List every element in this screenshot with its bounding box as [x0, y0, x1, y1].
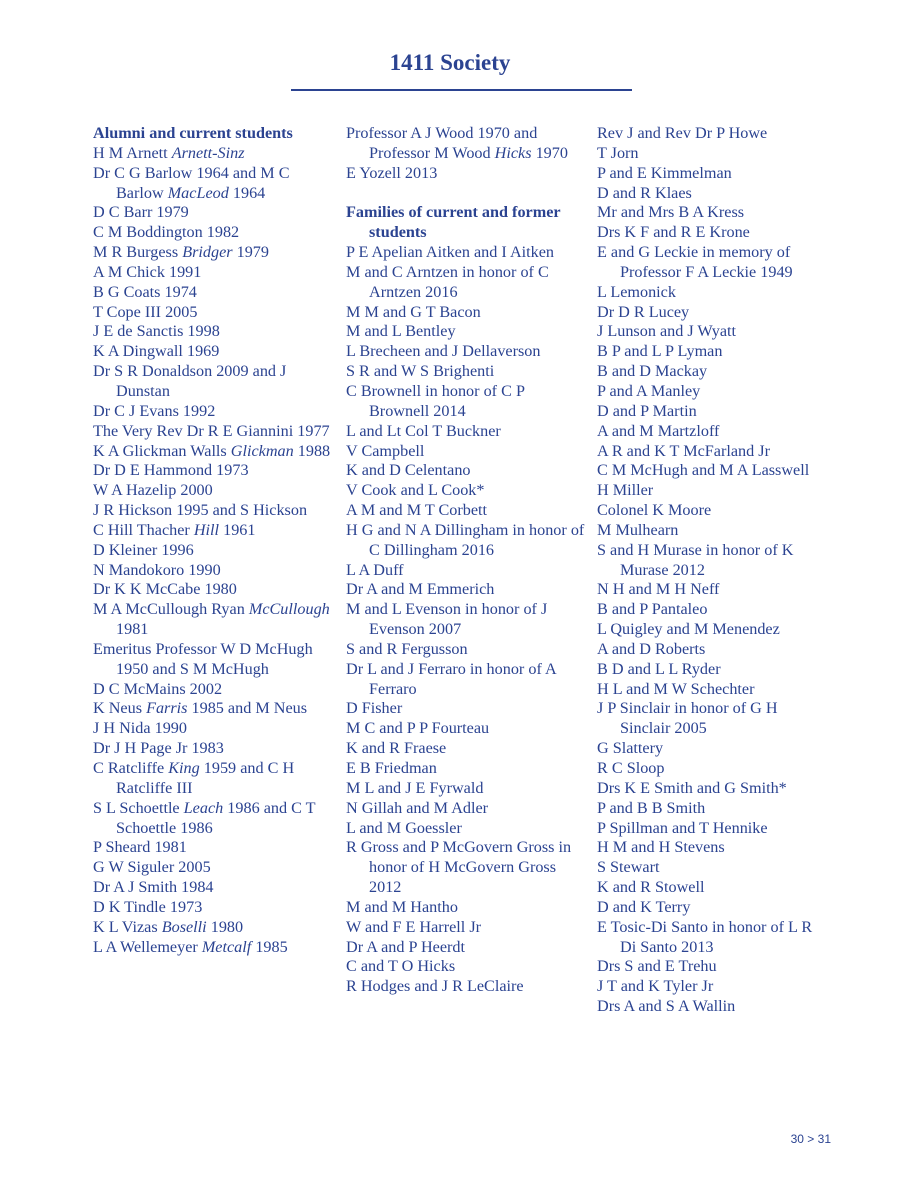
donor-entry: [346, 977, 588, 997]
donor-name-text: The Very Rev Dr R E Giannini 1977: [93, 421, 330, 440]
title-divider: [291, 89, 632, 91]
donor-entry: [597, 819, 822, 839]
donor-name-text: K A Glickman Walls: [93, 441, 231, 460]
donor-entry: [346, 263, 588, 303]
donor-entry: [93, 580, 333, 600]
donor-name-text: Dr J H Page Jr 1983: [93, 739, 224, 758]
donor-name-text: 1970: [531, 143, 568, 162]
donor-name-text: D K Tindle 1973: [93, 897, 203, 916]
donor-entry: [93, 918, 333, 938]
donor-name-text: T Jorn: [597, 143, 639, 162]
donor-entry: [93, 561, 333, 581]
donor-entry: [93, 481, 333, 501]
donor-entry: [597, 918, 822, 958]
donor-name-text: M C and P P Fourteau: [346, 719, 490, 738]
donor-entry: [93, 600, 333, 640]
maiden-name: Glickman: [230, 441, 294, 460]
donor-name-text: K and R Fraese: [346, 739, 447, 758]
donor-name-text: K Neus: [93, 699, 147, 718]
donor-entry: [597, 402, 822, 422]
donor-entry: [93, 223, 333, 243]
donor-name-text: M and L Bentley: [346, 322, 456, 341]
donor-name-text: P and E Kimmelman: [597, 163, 732, 182]
donor-name-text: Dr K K McCabe 1980: [93, 580, 237, 599]
donor-name-text: D Fisher: [346, 699, 403, 718]
donor-entry: [93, 521, 333, 541]
maiden-name: MacLeod: [167, 183, 229, 202]
donor-name-text: P and B B Smith: [597, 798, 706, 817]
donor-entry: [346, 739, 588, 759]
donor-name-text: D Kleiner 1996: [93, 540, 194, 559]
donor-entry: [93, 303, 333, 323]
donor-entry: [346, 481, 588, 501]
donor-name-text: Dr C J Evans 1992: [93, 401, 216, 420]
donor-entry: [93, 878, 333, 898]
donor-entry: [346, 422, 588, 442]
donor-name-text: A M Chick 1991: [93, 262, 202, 281]
section-heading: Families of current and former students: [346, 203, 561, 242]
donor-entry: [93, 838, 333, 858]
donor-entry: [346, 838, 588, 898]
donor-name-text: Mr and Mrs B A Kress: [597, 203, 745, 222]
donor-name-text: P and A Manley: [597, 381, 701, 400]
donor-name-text: R C Sloop: [597, 759, 665, 777]
donor-entry: [597, 203, 822, 223]
donor-name-text: A and M Martzloff: [597, 421, 720, 440]
donor-name-text: B P and L P Lyman: [597, 342, 723, 361]
donor-entry: [597, 799, 822, 819]
donor-name-text: N H and M H Neff: [597, 580, 720, 599]
donor-column-2: [346, 124, 588, 997]
donor-name-text: V Cook and L Cook*: [346, 481, 485, 500]
donor-name-text: L A Duff: [346, 560, 404, 579]
donor-name-text: E and G Leckie in memory of Professor F A Leckie 1949: [597, 243, 793, 281]
donor-entry: [597, 739, 822, 759]
donor-entry: [597, 422, 822, 442]
donor-entry: [93, 263, 333, 283]
donor-entry: [93, 203, 333, 223]
donor-entry: [93, 144, 333, 164]
donor-entry: [597, 640, 822, 660]
maiden-name: Hill: [193, 520, 220, 539]
donor-name-text: Emeritus Professor W D McHugh 1950 and S M McHugh: [93, 639, 313, 678]
donor-entry: [346, 124, 588, 164]
donor-entry: [597, 184, 822, 204]
donor-name-text: Drs K F and R E Krone: [597, 223, 750, 242]
donor-entry: [597, 858, 822, 878]
donor-name-text: 1979: [232, 243, 269, 262]
donor-entry: [93, 501, 333, 521]
donor-name-text: R Gross and P McGovern Gross in honor of H McGovern Gross 2012: [346, 838, 572, 897]
maiden-name: Leach: [183, 798, 224, 817]
donor-name-text: H M Arnett: [93, 143, 172, 162]
donor-name-text: A M and M T Corbett: [346, 501, 488, 520]
donor-entry: [93, 442, 333, 462]
donor-entry: [346, 918, 588, 938]
donor-entry: [597, 660, 822, 680]
donor-name-text: L Quigley and M Menendez: [597, 620, 780, 639]
donor-name-text: 1981: [116, 620, 149, 639]
donor-name-text: C Hill Thacher: [93, 520, 194, 539]
donor-entry: [346, 461, 588, 481]
donor-name-text: N Gillah and M Adler: [346, 798, 489, 817]
donor-entry: [346, 342, 588, 362]
donor-entry: [346, 660, 588, 700]
donor-name-text: J P Sinclair in honor of G H Sinclair 2005: [597, 699, 778, 738]
donor-entry: [346, 938, 588, 958]
donor-name-text: J E de Sanctis 1998: [93, 322, 220, 341]
page-number: 30 > 31: [790, 1132, 831, 1146]
donor-name-text: 1961: [219, 520, 256, 539]
donor-entry: [597, 977, 822, 997]
donor-entry: [346, 699, 588, 719]
donor-name-text: 1988: [293, 441, 331, 460]
maiden-name: Arnett-Sinz: [171, 143, 245, 162]
donor-entry: [346, 164, 588, 184]
donor-entry: [346, 779, 588, 799]
donor-name-text: 1980: [206, 917, 244, 936]
donor-name-text: K L Vizas: [93, 917, 162, 936]
donor-name-text: H Miller: [597, 481, 654, 500]
donor-name-text: C and T O Hicks: [346, 957, 456, 976]
donor-name-text: S Stewart: [597, 858, 660, 877]
donor-name-text: Dr A and P Heerdt: [346, 937, 465, 956]
donor-name-text: L A Wellemeyer: [93, 937, 202, 956]
donor-entry: [346, 501, 588, 521]
donor-name-text: D C McMains 2002: [93, 679, 223, 698]
donor-entry: [93, 322, 333, 342]
donor-name-text: D C Barr 1979: [93, 203, 189, 222]
donor-name-text: P Spillman and T Hennike: [597, 818, 768, 837]
donor-entry: [597, 303, 822, 323]
donor-entry: [597, 342, 822, 362]
donor-name-text: Colonel K Moore: [597, 501, 712, 520]
donor-name-text: C Ratcliffe: [93, 759, 169, 777]
donor-entry: [597, 223, 822, 243]
donor-name-text: B and D Mackay: [597, 362, 708, 381]
donor-entry: [346, 382, 588, 422]
donor-name-text: Dr S R Donaldson 2009 and J Dunstan: [93, 362, 287, 400]
donor-name-text: 1986 and C T Schoettle 1986: [116, 798, 316, 837]
donor-entry: [346, 799, 588, 819]
donor-name-text: C M Boddington 1982: [93, 223, 240, 242]
donor-name-text: P E Apelian Aitken and I Aitken: [346, 243, 555, 262]
donor-name-text: H M and H Stevens: [597, 838, 725, 857]
donor-entry: [346, 580, 588, 600]
donor-column-1: [93, 124, 333, 957]
donor-name-text: Drs K E Smith and G Smith*: [597, 778, 787, 797]
donor-name-text: T Cope III 2005: [93, 302, 198, 321]
donor-name-text: Rev J and Rev Dr P Howe: [597, 124, 768, 142]
donor-name-text: S R and W S Brighenti: [346, 362, 495, 381]
donor-name-text: L Lemonick: [597, 282, 676, 301]
donor-name-text: K and D Celentano: [346, 461, 471, 480]
donor-name-text: B and P Pantaleo: [597, 600, 708, 619]
donor-name-text: J Lunson and J Wyatt: [597, 322, 737, 341]
donor-entry: [346, 442, 588, 462]
donor-entry: [93, 938, 333, 958]
donor-name-text: Drs S and E Trehu: [597, 957, 717, 976]
donor-entry: [346, 819, 588, 839]
section-heading: Alumni and current students: [93, 124, 293, 142]
donor-name-text: B D and L L Ryder: [597, 659, 721, 678]
donor-entry: [93, 680, 333, 700]
donor-entry: [597, 442, 822, 462]
donor-name-text: D and K Terry: [597, 897, 691, 916]
donor-entry: [93, 422, 333, 442]
donor-name-text: K A Dingwall 1969: [93, 342, 220, 361]
donor-name-text: M A McCullough Ryan: [93, 600, 249, 619]
donor-entry: [346, 521, 588, 561]
donor-name-text: H G and N A Dillingham in honor of C Dillingham 2016: [346, 520, 585, 559]
donor-name-text: J R Hickson 1995 and S Hickson: [93, 501, 308, 520]
donor-name-text: 1985: [251, 937, 288, 956]
donor-name-text: 1985 and M Neus: [187, 699, 308, 718]
donor-entry: [93, 402, 333, 422]
donor-name-text: S L Schoettle: [93, 798, 184, 817]
donor-entry: [93, 283, 333, 303]
donor-name-text: J H Nida 1990: [93, 719, 187, 738]
donor-name-text: E Tosic-Di Santo in honor of L R Di Santo 2013: [597, 917, 813, 956]
donor-entry: [93, 739, 333, 759]
donor-name-text: P Sheard 1981: [93, 838, 187, 857]
donor-name-text: M and C Arntzen in honor of C Arntzen 2016: [346, 262, 549, 301]
donor-entry: [346, 362, 588, 382]
section-spacer: [346, 184, 588, 204]
donor-name-text: B G Coats 1974: [93, 282, 197, 301]
donor-name-text: Dr D R Lucey: [597, 302, 690, 321]
donor-entry: [346, 759, 588, 779]
donor-entry: [93, 461, 333, 481]
donor-name-text: W A Hazelip 2000: [93, 481, 213, 500]
donor-name-text: G Slattery: [597, 739, 664, 758]
donor-name-text: A R and K T McFarland Jr: [597, 441, 770, 460]
donor-entry: [597, 680, 822, 700]
donor-name-text: M and L Evenson in honor of J Evenson 2007: [346, 600, 548, 639]
donor-entry: [346, 898, 588, 918]
donor-entry: [93, 362, 333, 402]
donor-name-text: H L and M W Schechter: [597, 679, 755, 698]
donor-entry: [597, 779, 822, 799]
donor-name-text: G W Siguler 2005: [93, 858, 211, 877]
donor-name-text: D and R Klaes: [597, 183, 692, 202]
donor-entry: [597, 501, 822, 521]
donor-entry: [346, 561, 588, 581]
donor-entry: [597, 461, 822, 481]
donor-entry: [346, 322, 588, 342]
maiden-name: King: [168, 759, 200, 777]
donor-entry: [597, 322, 822, 342]
donor-entry: [597, 362, 822, 382]
donor-name-text: Dr C G Barlow 1964 and M C Barlow: [93, 163, 290, 202]
donor-name-text: M Mulhearn: [597, 520, 679, 539]
donor-entry: [597, 124, 822, 144]
donor-name-text: Dr A and M Emmerich: [346, 580, 495, 599]
donor-entry: [597, 957, 822, 977]
donor-name-text: N Mandokoro 1990: [93, 560, 221, 579]
donor-entry: [93, 164, 333, 204]
donor-name-text: Dr D E Hammond 1973: [93, 461, 249, 480]
donor-entry: [346, 600, 588, 640]
donor-entry: [597, 699, 822, 739]
donor-name-text: M L and J E Fyrwald: [346, 778, 484, 797]
donor-entry: [346, 719, 588, 739]
donor-name-text: D and P Martin: [597, 401, 697, 420]
donor-column-3: [597, 124, 822, 1017]
donor-entry: [597, 580, 822, 600]
donor-name-text: M and M Hantho: [346, 897, 458, 916]
donor-entry: [597, 481, 822, 501]
donor-name-text: 1964: [228, 183, 266, 202]
donor-entry: [597, 164, 822, 184]
maiden-name: Hicks: [494, 143, 532, 162]
donor-entry: [93, 759, 333, 799]
page-title: 1411 Society: [389, 50, 511, 75]
donor-entry: [93, 243, 333, 263]
donor-name-text: M M and G T Bacon: [346, 302, 481, 321]
donor-name-text: W and F E Harrell Jr: [346, 917, 482, 936]
donor-name-text: L and M Goessler: [346, 818, 462, 837]
maiden-name: Boselli: [161, 917, 207, 936]
donor-name-text: Professor A J Wood 1970 and Professor M Wood: [346, 124, 538, 162]
donor-entry: [597, 898, 822, 918]
donor-name-text: L Brecheen and J Dellaverson: [346, 342, 541, 361]
donor-entry: [346, 957, 588, 977]
donor-entry: [597, 243, 822, 283]
donor-entry: [93, 640, 333, 680]
donor-entry: [346, 243, 588, 263]
donor-name-text: R Hodges and J R LeClaire: [346, 977, 524, 996]
donor-name-text: E B Friedman: [346, 759, 437, 777]
donor-name-text: E Yozell 2013: [346, 163, 438, 182]
donor-name-text: Dr A J Smith 1984: [93, 878, 214, 897]
donor-entry: [597, 759, 822, 779]
donor-name-text: C Brownell in honor of C P Brownell 2014: [346, 381, 525, 420]
donor-entry: [597, 382, 822, 402]
donor-entry: [597, 620, 822, 640]
donor-name-text: A and D Roberts: [597, 639, 706, 658]
donor-name-text: Drs A and S A Wallin: [597, 997, 736, 1016]
donor-name-text: 1959 and C H Ratcliffe III: [116, 759, 295, 797]
donor-entry: [597, 997, 822, 1017]
donor-entry: [597, 521, 822, 541]
donor-entry: [597, 878, 822, 898]
donor-entry: [93, 858, 333, 878]
donor-entry: [346, 303, 588, 323]
donor-name-text: S and H Murase in honor of K Murase 2012: [597, 540, 794, 579]
donor-name-text: S and R Fergusson: [346, 639, 468, 658]
donor-name-text: K and R Stowell: [597, 878, 705, 897]
donor-entry: [597, 600, 822, 620]
donor-entry: [93, 541, 333, 561]
donor-entry: [93, 699, 333, 719]
donor-entry: [597, 144, 822, 164]
maiden-name: Metcalf: [201, 937, 252, 956]
donor-entry: [93, 719, 333, 739]
donor-name-text: V Campbell: [346, 441, 425, 460]
donor-entry: [597, 283, 822, 303]
donor-entry: [93, 342, 333, 362]
maiden-name: Farris: [146, 699, 188, 718]
donor-entry: [597, 838, 822, 858]
donor-entry: [93, 799, 333, 839]
donor-entry: [93, 898, 333, 918]
donor-entry: [346, 640, 588, 660]
donor-name-text: M R Burgess: [93, 243, 183, 262]
donor-name-text: J T and K Tyler Jr: [597, 977, 714, 996]
donor-name-text: L and Lt Col T Buckner: [346, 421, 501, 440]
maiden-name: McCullough: [248, 600, 330, 619]
donor-name-text: Dr L and J Ferraro in honor of A Ferraro: [346, 659, 556, 698]
donor-entry: [597, 541, 822, 581]
donor-name-text: C M McHugh and M A Lasswell: [597, 461, 810, 480]
maiden-name: Bridger: [182, 243, 233, 262]
